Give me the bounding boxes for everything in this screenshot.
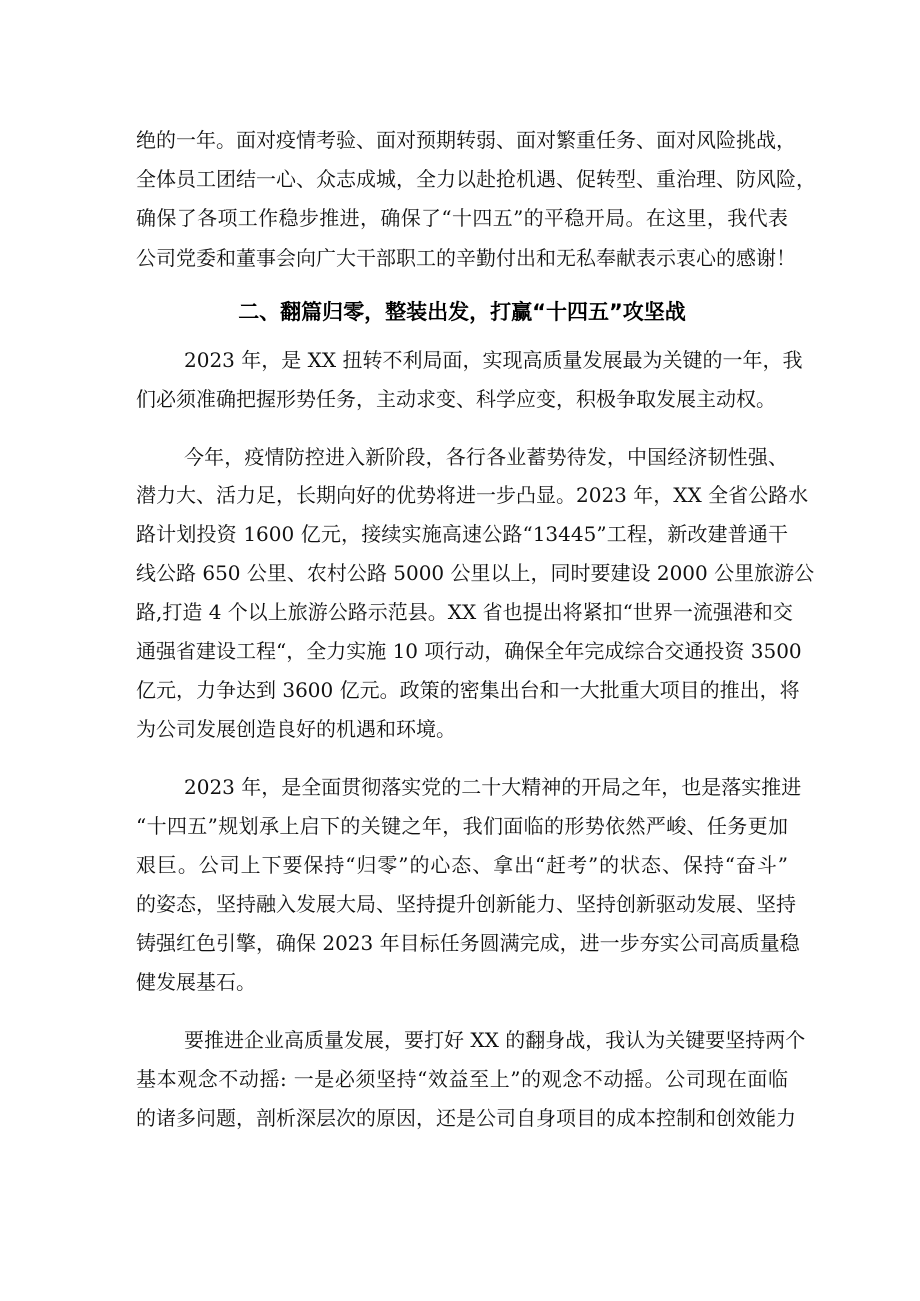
text-line: 路计划投资 1600 亿元，接续实施高速公路“13445”工程，新改建普通干 [136,522,788,546]
text-line: 线公路 650 公里、农村公路 5000 公里以上，同时要建设 2000 公里旅游公 [136,561,815,585]
text-line: “十四五”规划承上启下的关键之年，我们面临的形势依然严峻、任务更加 [136,814,788,838]
text-line: 艰巨。公司上下要保持“归零”的心态、拿出“赶考”的状态、保持“奋斗” [136,853,788,877]
text-line: 的姿态，坚持融入发展大局、坚持提升创新能力、坚持创新驱动发展、坚持 [136,892,796,916]
text-line: 路,打造 4 个以上旅游公路示范县。XX 省也提出将紧扣“世界一流强港和交 [136,600,793,624]
text-line: 今年，疫情防控进入新阶段，各行各业蓄势待发，中国经济韧性强、 [184,445,788,469]
text-line: 绝的一年。面对疫情考验、面对预期转弱、面对繁重任务、面对风险挑战， [136,128,796,152]
text-line: 健发展基石。 [136,970,256,994]
text-line: 通强省建设工程“，全力实施 10 项行动，确保全年完成综合交通投资 3500 [136,639,802,663]
text-line: 铸强红色引擎，确保 2023 年目标任务圆满完成，进一步夯实公司高质量稳 [136,931,800,955]
text-line: 潜力大、活力足，长期向好的优势将进一步凸显。2023 年，XX 全省公路水 [136,483,809,507]
text-line: 亿元，力争达到 3600 亿元。政策的密集出台和一大批重大项目的推出，将 [136,678,800,702]
text-line: 确保了各项工作稳步推进，确保了“十四五”的平稳开局。在这里，我代表 [136,206,788,230]
text-line: 全体员工团结一心、众志成城，全力以赴抢机遇、促转型、重治理、防风险， [136,167,816,191]
text-line: 公司党委和董事会向广大干部职工的辛勤付出和无私奉献表示衷心的感谢！ [136,246,796,270]
text-line: 2023 年，是全面贯彻落实党的二十大精神的开局之年，也是落实推进 [184,775,802,799]
text-line: 们必须准确把握形势任务，主动求变、科学应变，积极争取发展主动权。 [136,387,776,411]
text-line: 基本观念不动摇: 一是必须坚持“效益至上”的观念不动摇。公司现在面临 [136,1067,788,1091]
text-line: 的诸多问题，剖析深层次的原因，还是公司自身项目的成本控制和创效能力 [136,1106,796,1130]
text-line: 2023 年，是 XX 扭转不利局面，实现高质量发展最为关键的一年，我 [184,348,803,372]
text-line: 为公司发展创造良好的机遇和环境。 [136,717,456,741]
section-heading: 二、翻篇归零，整装出发，打赢“十四五”攻坚战 [238,300,686,324]
text-line: 要推进企业高质量发展，要打好 XX 的翻身战，我认为关键要坚持两个 [184,1028,806,1052]
